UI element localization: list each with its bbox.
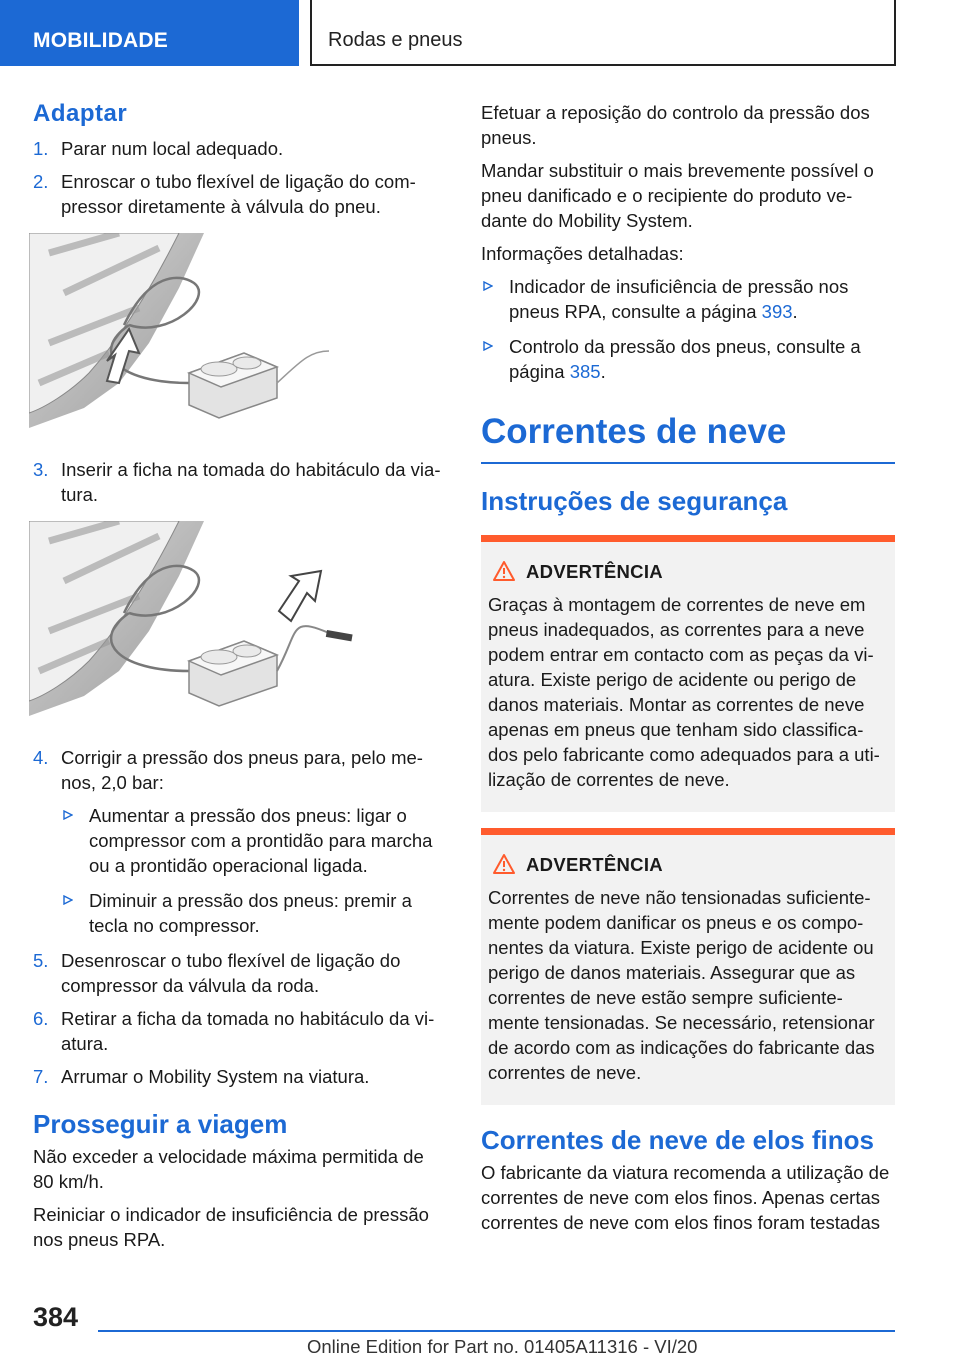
chapter-title: Rodas e pneus [328, 29, 463, 51]
warning-box-1 [481, 535, 895, 812]
step-number: 6. [33, 1008, 49, 1029]
substep-decrease [61, 888, 448, 938]
triangle-bullet-icon [63, 810, 73, 820]
warning-box-2 [481, 828, 895, 1105]
triangle-bullet-icon [483, 281, 493, 291]
warning-text: Correntes de neve não tensionadas suficiente-mente podem danificar os pneus e os compo-nentes da viatura. Existe perigo de acidente ou perigo de danos materiais. Assegurar que as correntes de neve estão sempre suficiente-mente tensionadas. Se necessário, retensionar de acordo com as indicações do fabricante das correntes de neve. [488, 887, 875, 1083]
step-7 [33, 1064, 448, 1089]
right-column [481, 100, 895, 1243]
heading-adaptar: Adaptar [33, 100, 128, 127]
heading-safety: Instruções de segurança [481, 486, 788, 516]
paragraph-details: Informações detalhadas: [481, 243, 684, 264]
step-text: Parar num local adequado. [61, 138, 284, 159]
step-text: Desenroscar o tubo flexível de ligação do compressor da válvula da roda. [61, 950, 401, 996]
step-number: 7. [33, 1066, 49, 1087]
substep-text: Diminuir a pressão dos pneus: premir a tecla no compressor. [89, 890, 412, 936]
reference-pressure-control [481, 334, 895, 384]
step-text: Corrigir a pressão dos pneus para, pelo me-nos, 2,0 bar: [61, 747, 423, 793]
step-number: 4. [33, 747, 49, 768]
paragraph-speed: Não exceder a velocidade máxima permitida de 80 km/h. [33, 1146, 424, 1192]
page-number: 384 [33, 1302, 79, 1332]
reference-end: . [600, 361, 606, 382]
paragraph-reset-control: Efetuar a reposição do controlo da pressão dos pneus. [481, 102, 870, 148]
reference-rpa [481, 274, 895, 324]
section-title: MOBILIDADE [33, 29, 168, 52]
warning-title [488, 560, 889, 584]
reference-end: . [792, 301, 798, 322]
step-1 [33, 136, 448, 161]
step-number: 3. [33, 459, 49, 480]
step-text: Retirar a ficha da tomada no habitáculo da vi-atura. [61, 1008, 435, 1054]
chapter-tab [310, 0, 896, 66]
heading-prosseguir: Prosseguir a viagem [33, 1109, 288, 1139]
warning-title-text: ADVERTÊNCIA [526, 561, 663, 582]
paragraph-replace-tyre: Mandar substituir o mais brevemente possível o pneu danificado e o recipiente do produto ve-dante do Mobility System. [481, 160, 874, 231]
step-4 [33, 745, 448, 795]
compressor-plug-illustration [29, 521, 444, 721]
left-column [33, 100, 448, 1260]
step-3 [33, 457, 448, 507]
footer-divider [98, 1330, 895, 1332]
section-tab [0, 0, 299, 66]
warning-title [488, 853, 889, 877]
footer-edition: Online Edition for Part no. 01405A11316 - VI/20 [307, 1336, 698, 1357]
page-link-385[interactable]: 385 [569, 361, 601, 382]
heading-fine-chains: Correntes de neve de elos finos [481, 1125, 875, 1155]
step-2 [33, 169, 448, 219]
paragraph-fine-chains: O fabricante da viatura recomenda a utilização de correntes de neve com elos finos. Apenas certas correntes de neve com elos finos foram testadas [481, 1162, 890, 1233]
warning-title-text: ADVERTÊNCIA [526, 854, 663, 875]
reference-text: Controlo da pressão dos pneus, consulte a página [509, 336, 861, 382]
page-link-393[interactable]: 393 [761, 301, 793, 322]
step-text: Arrumar o Mobility System na viatura. [61, 1066, 370, 1087]
substep-text: Aumentar a pressão dos pneus: ligar o compressor com a prontidão para marcha ou a prontidão operacional ligada. [89, 805, 433, 876]
step-number: 1. [33, 138, 49, 159]
triangle-bullet-icon [63, 895, 73, 905]
heading-snow-chains: Correntes de neve [481, 412, 895, 464]
warning-text: Graças à montagem de correntes de neve em pneus inadequados, as correntes para a neve podem entrar em contacto com as peças da vi-atura. Existe perigo de acidente ou perigo de danos materiais. Montar as correntes de neve apenas em pneus que tenham sido classifica-dos pelo fabricante como adequados para a uti-lização de correntes de neve. [488, 594, 880, 790]
step-5 [33, 948, 448, 998]
warning-triangle-icon [492, 560, 516, 582]
step-6 [33, 1006, 448, 1056]
reference-text: Indicador de insuficiência de pressão nos pneus RPA, consulte a página [509, 276, 849, 322]
step-text: Enroscar o tubo flexível de ligação do com-pressor diretamente à válvula do pneu. [61, 171, 416, 217]
step-number: 2. [33, 171, 49, 192]
triangle-bullet-icon [483, 341, 493, 351]
step-number: 5. [33, 950, 49, 971]
warning-triangle-icon [492, 853, 516, 875]
compressor-valve-illustration [29, 233, 444, 433]
step-text: Inserir a ficha na tomada do habitáculo da via-tura. [61, 459, 441, 505]
substep-increase [61, 803, 448, 878]
paragraph-reset-rpa: Reiniciar o indicador de insuficiência de pressão nos pneus RPA. [33, 1204, 429, 1250]
